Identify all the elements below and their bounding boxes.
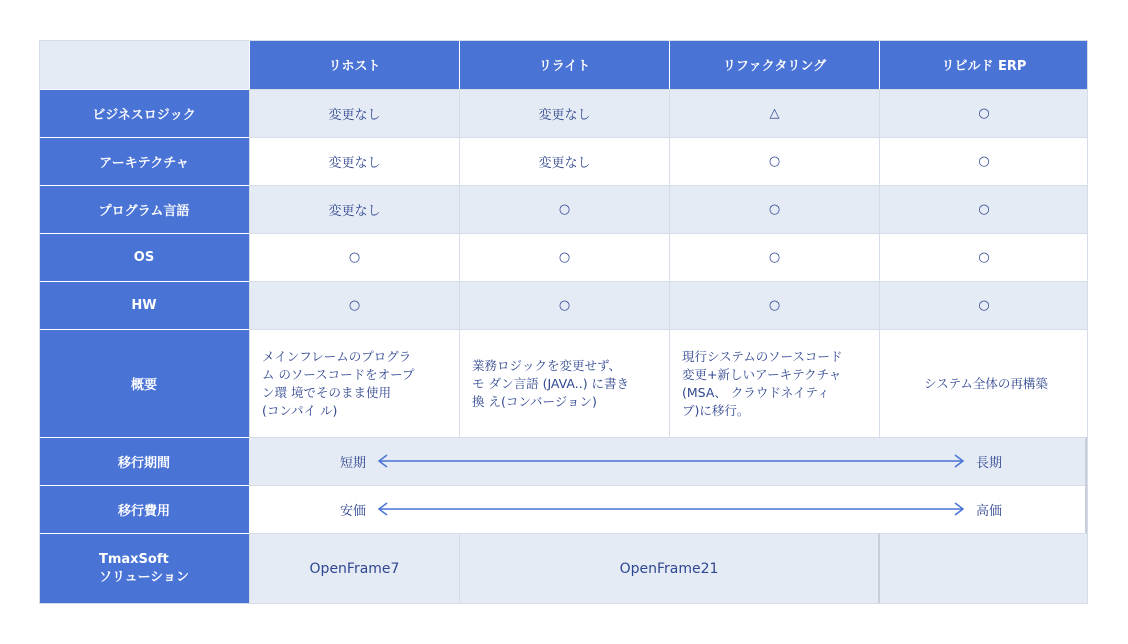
solution-openframe7: OpenFrame7 [249, 533, 459, 604]
table-edge-shadow [1085, 437, 1088, 533]
cell-value: 変更なし [459, 89, 669, 137]
cell-value: ○ [669, 281, 879, 329]
corner-cell [39, 40, 249, 89]
overview-refactoring: 現行システムのソースコード 変更+新しいアーキテクチャ (MSA、 クラウドネイティ ブ)に移行。 [669, 329, 879, 437]
row-label-migration-period: 移行期間 [39, 437, 249, 485]
cell-value: 変更なし [249, 89, 459, 137]
header-rehost: リホスト [249, 40, 459, 89]
row-label-os: OS [39, 233, 249, 281]
double-arrow-icon [376, 453, 966, 469]
period-long-label: 長期 [976, 455, 1003, 471]
cell-value: ○ [459, 185, 669, 233]
cell-value: 変更なし [249, 137, 459, 185]
period-short-label: 短期 [340, 455, 367, 471]
period-arrow-row [340, 437, 1020, 485]
row-label-solution: TmaxSoft ソリューション [39, 533, 249, 604]
row-label-architecture: アーキテクチャ [39, 137, 249, 185]
cell-value: 変更なし [249, 185, 459, 233]
cell-value: ○ [459, 281, 669, 329]
comparison-table [39, 40, 1088, 604]
overview-rebuild: システム全体の再構築 [879, 329, 1088, 437]
cell-value: ○ [879, 185, 1088, 233]
row-label-program-language: プログラム言語 [39, 185, 249, 233]
header-rebuild-erp: リビルド ERP [879, 40, 1088, 89]
row-label-business-logic: ビジネスロジック [39, 89, 249, 137]
cost-high-label: 高価 [976, 503, 1003, 519]
cell-value: ○ [249, 233, 459, 281]
cell-value: ○ [669, 185, 879, 233]
row-label-hw: HW [39, 281, 249, 329]
cell-value: ○ [669, 137, 879, 185]
cell-value: ○ [249, 281, 459, 329]
cell-value: ○ [459, 233, 669, 281]
cell-value: ○ [879, 233, 1088, 281]
cell-value: △ [669, 89, 879, 137]
header-refactoring: リファクタリング [669, 40, 879, 89]
cost-low-label: 安価 [340, 503, 367, 519]
double-arrow-icon [376, 501, 966, 517]
cell-value: ○ [879, 137, 1088, 185]
cell-value: ○ [669, 233, 879, 281]
cell-value: 変更なし [459, 137, 669, 185]
header-rewrite: リライト [459, 40, 669, 89]
cell-value: ○ [879, 89, 1088, 137]
overview-rewrite: 業務ロジックを変更せず、 モ ダン言語 (JAVA..) に書き 換 え(コンバージョン) [459, 329, 669, 437]
overview-rehost: メインフレームのプログラ ム のソースコードをオープ ン環 境でそのまま使用 (コンパイ ル) [249, 329, 459, 437]
solution-rebuild [878, 533, 1088, 604]
solution-openframe21: OpenFrame21 [459, 533, 878, 604]
cell-value: ○ [879, 281, 1088, 329]
row-label-migration-cost: 移行費用 [39, 485, 249, 533]
cost-arrow-row [340, 485, 1020, 533]
row-label-overview: 概要 [39, 329, 249, 437]
